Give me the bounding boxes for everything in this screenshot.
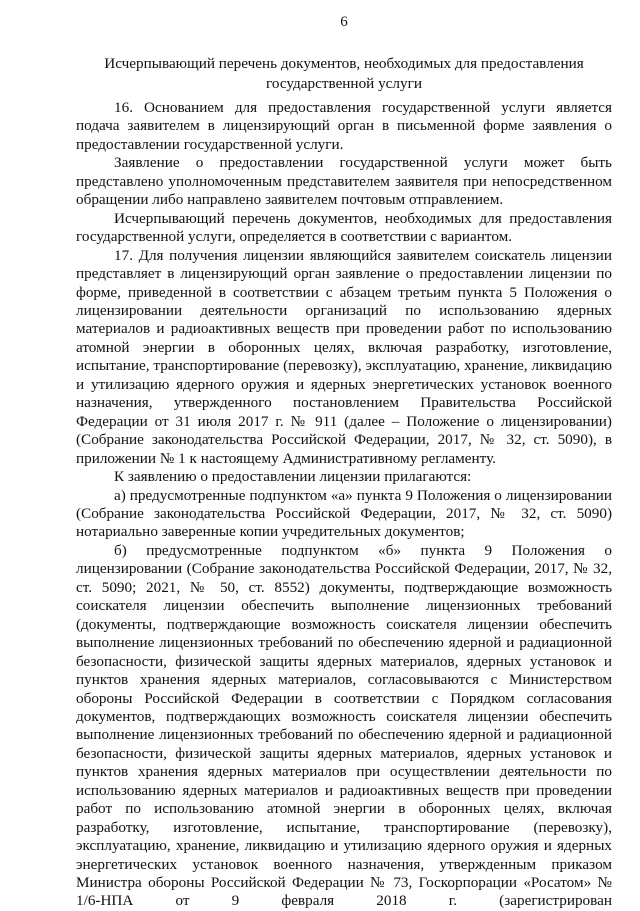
document-body [76,99,612,911]
paragraph-item-b: б) предусмотренные подпунктом «б» пункта 9 Положения о лицензировании (Собрание законодательства Российской Федерации, 2017, № 32, ст. 5090; 2021, № 50, ст. 8552) документы, подтверждающие возможность соискателя лицензии обеспечить выполнение лицензионных требований (документы, подтверждающие возможность соискателя лицензии обеспечить выполнение лицензионных требований по обеспечению ядерной и радиационной безопасности, физической защиты ядерных материалов, ядерных установок и пунктов хранения ядерных материалов, согласовываются с Министерством обороны Российской Федерации в соответствии с Порядком согласования документов, подтверждающих возможность соискателя лицензии обеспечить выполнение лицензионных требований по обеспечению ядерной и радиационной безопасности, физической защиты ядерных материалов, ядерных установок и пунктов хранения ядерных материалов при осуществлении деятельности по использованию ядерных материалов и радиоактивных веществ при проведении работ по использованию атомной энергии в оборонных целях, включая разработку, изготовление, испытание, транспортирование (перевозку), эксплуатацию, хранение, ликвидацию и утилизацию ядерного оружия и ядерных энергетических установок военного назначения, утвержденным приказом Министра обороны Российской Федерации № 73, Госкорпорации «Росатом» № 1/6-НПА от 9 февраля 2018 г. (зарегистрирован [76,541,612,910]
paragraph-attachments-intro: К заявлению о предоставлении лицензии прилагаются: [114,468,472,486]
paragraph-item-a: а) предусмотренные подпунктом «а» пункта 9 Положения о лицензировании (Собрание законодательства Российской Федерации, 2017, № 32, ст. 5090) нотариально заверенные копии учредительных документов; [76,486,612,541]
section-heading: Исчерпывающий перечень документов, необходимых для предоставления государственной услуги [104,55,584,92]
paragraph-document-list: Исчерпывающий перечень документов, необходимых для предоставления государственной услуги, определяется в соответствии с вариантом. [76,209,612,246]
paragraph-application-submission: Заявление о предоставлении государственной услуги может быть представлено уполномоченным представителем заявителя при непосредственном обращении либо направлено заявителем почтовым отправлением. [76,154,612,209]
page-number: 6 [340,14,348,30]
paragraph-16: 16. Основанием для предоставления государственной услуги является подача заявителем в лицензирующий орган в письменной форме заявления о предоставлении государственной услуги. [76,99,612,153]
paragraph-17: 17. Для получения лицензии являющийся заявителем соискатель лицензии представляет в лицензирующий орган заявление о предоставлении лицензии по форме, приведенной в соответствии с абзацем третьим пункта 5 Положения о лицензировании деятельности организаций по использованию ядерных материалов и радиоактивных веществ при проведении работ по использованию атомной энергии в оборонных целях, включая разработку, изготовление, испытание, транспортирование (перевозку), эксплуатацию, хранение, ликвидацию и утилизацию ядерного оружия и ядерных энергетических установок военного назначения, утвержденного постановлением Правительства Российской Федерации от 31 июля 2017 г. № 911 (далее – Положение о лицензировании) (Собрание законодательства Российской Федерации, 2017, № 32, ст. 5090), в приложении № 1 к настоящему Административному регламенту. [76,246,612,467]
